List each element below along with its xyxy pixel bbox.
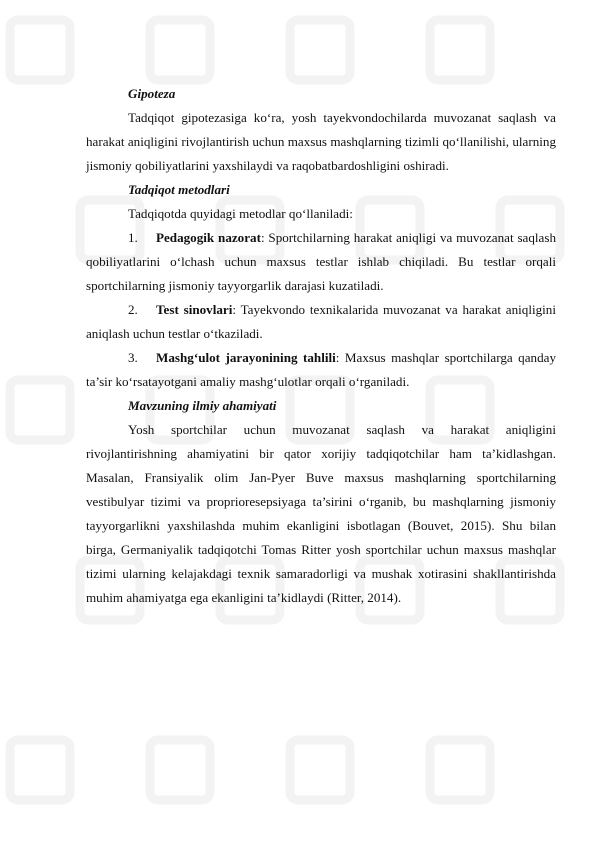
heading-metodlar: Tadqiqot metodlari bbox=[128, 182, 230, 197]
method-number: 2. bbox=[128, 302, 138, 317]
method-number: 3. bbox=[128, 350, 138, 365]
paragraph-gipoteza: Tadqiqot gipotezasiga ko‘ra, yosh tayekvondochilarda muvozanat saqlash va harakat aniqligini rivojlantirish uchun maxsus mashqlarning tizimli qo‘llanilishi, ularning jismoniy qobiliyatlarini yaxshilaydi va raqobatbardoshligini oshiradi. bbox=[86, 110, 556, 173]
method-item bbox=[86, 298, 556, 346]
method-text: : Maxsus mashqlar sportchilarga qanday ta’sir ko‘rsatayotgani amaliy mashg‘ulotlar orqali o‘rganiladi. bbox=[86, 350, 556, 389]
heading-gipoteza: Gipoteza bbox=[128, 86, 176, 101]
method-text: : Tayekvondo texnikalarida muvozanat va harakat aniqligini aniqlash uchun testlar o‘tkaziladi. bbox=[86, 302, 556, 341]
method-title: Test sinovlari bbox=[156, 302, 233, 317]
document-body bbox=[86, 82, 556, 610]
method-item bbox=[86, 226, 556, 298]
method-title: Pedagogik nazorat bbox=[156, 230, 261, 245]
method-number: 1. bbox=[128, 230, 138, 245]
heading-ahamiyat: Mavzuning ilmiy ahamiyati bbox=[128, 398, 277, 413]
paragraph-metodlar-intro: Tadqiqotda quyidagi metodlar qo‘llaniladi: bbox=[128, 206, 353, 221]
method-item bbox=[86, 346, 556, 394]
method-text: : Sportchilarning harakat aniqligi va muvozanat saqlash qobiliyatlarini o‘lchash uchun maxsus testlar ishlab chiqiladi. Bu testlar orqali sportchilarning jismoniy tayyorgarlik darajasi kuzatiladi. bbox=[86, 230, 556, 293]
paragraph-ahamiyat: Yosh sportchilar uchun muvozanat saqlash va harakat aniqligini rivojlantirishning ahamiyatini bir qator xorijiy tadqiqotchilar ham ta’kidlashgan. Masalan, Fransiyalik olim Jan-Pyer Buve maxsus mashqlarning sportchilarning vestibulyar tizimi va proprioresepsiyaga ta’sirini o‘rganib, bu mashqlarning jismoniy tayyorgarlikni yaxshilashda muhim ekanligini isbotlagan (Bouvet, 2015). Shu bilan birga, Germaniyalik tadqiqotchi Tomas Ritter yosh sportchilar uchun maxsus mashqlar tizimi ularning kelajakdagi texnik samaradorligi va mushak xotirasini shakllantirishda muhim ahamiyatga ega ekanligini ta’kidlaydi (Ritter, 2014). bbox=[86, 422, 556, 605]
method-title: Mashg‘ulot jarayonining tahlili bbox=[156, 350, 336, 365]
